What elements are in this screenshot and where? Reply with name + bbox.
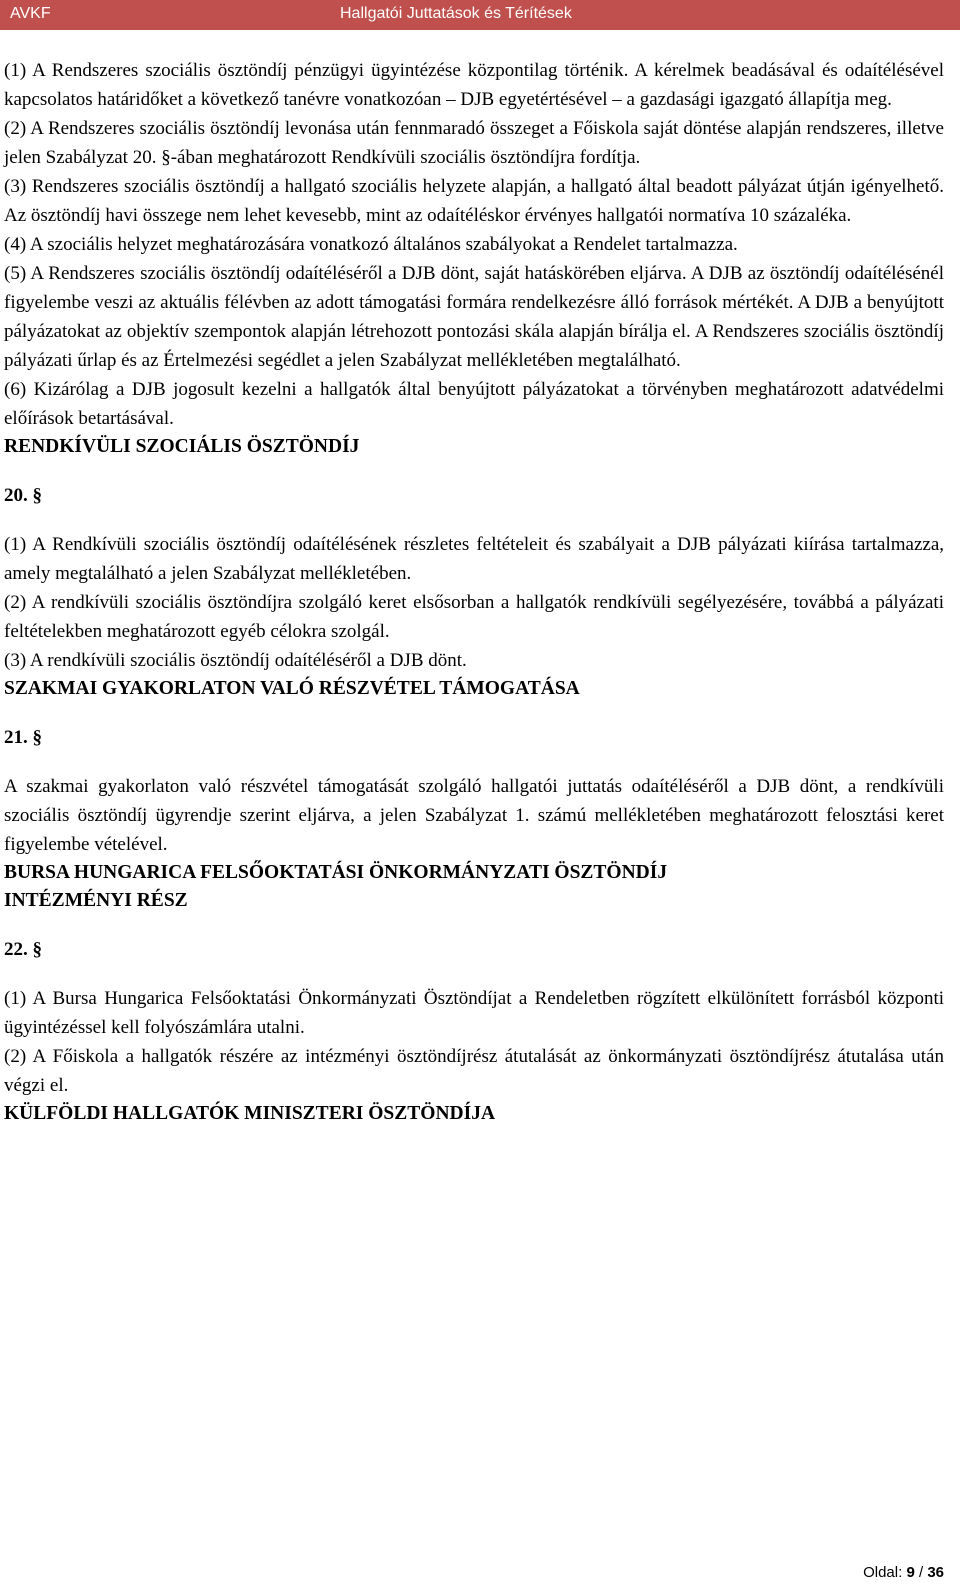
- paragraph: (6) Kizárólag a DJB jogosult kezelni a hallgatók által benyújtott pályázatokat a törvényben meghatározott adatvédelmi előírások betartásával.: [4, 379, 944, 429]
- page-separator: /: [914, 1564, 928, 1581]
- section-heading-21: SZAKMAI GYAKORLATON VALÓ RÉSZVÉTEL TÁMOGATÁSA: [4, 678, 580, 699]
- section-number-22: 22. §: [4, 939, 42, 960]
- paragraph: (3) Rendszeres szociális ösztöndíj a hallgató szociális helyzete alapján, a hallgató által beadott pályázat útján igényelhető. Az ösztöndíj havi összege nem lehet kevesebb, mint az odaítéléskor érvényes hallgatói normatíva 10 százaléka.: [4, 176, 944, 226]
- header-title: Hallgatói Juttatások és Térítések: [340, 5, 572, 22]
- paragraph: (1) A Bursa Hungarica Felsőoktatási Önkormányzati Ösztöndíjat a Rendeletben rögzített elkülönített forrásból központi ügyintézéssel kell folyószámlára utalni.: [4, 988, 944, 1038]
- section-number-20: 20. §: [4, 485, 42, 506]
- section-heading-23: KÜLFÖLDI HALLGATÓK MINISZTERI ÖSZTÖNDÍJA: [4, 1103, 496, 1124]
- paragraph: (2) A Rendszeres szociális ösztöndíj levonása után fennmaradó összeget a Főiskola saját döntése alapján rendszeres, illetve jelen Szabályzat 20. §-ában meghatározott Rendkívüli szociális ösztöndíjra fordítja.: [4, 118, 944, 168]
- page-footer: [863, 1564, 944, 1581]
- section-heading-22-line1: BURSA HUNGARICA FELSŐOKTATÁSI ÖNKORMÁNYZATI ÖSZTÖNDÍJ: [4, 862, 668, 883]
- section-heading-22-line2: INTÉZMÉNYI RÉSZ: [4, 890, 188, 911]
- paragraph: A szakmai gyakorlaton való részvétel támogatását szolgáló hallgatói juttatás odaítéléséről a DJB dönt, a rendkívüli szociális ösztöndíj ügyrendje szerint eljárva, a jelen Szabályzat 1. számú mellékletében meghatározott felosztási keret figyelembe vételével.: [4, 776, 944, 855]
- page-total: 36: [927, 1564, 944, 1581]
- paragraph: (3) A rendkívüli szociális ösztöndíj odaítéléséről a DJB dönt.: [4, 650, 467, 671]
- section-heading-20: RENDKÍVÜLI SZOCIÁLIS ÖSZTÖNDÍJ: [4, 436, 360, 457]
- paragraph: (4) A szociális helyzet meghatározására vonatkozó általános szabályokat a Rendelet tartalmazza.: [4, 234, 738, 255]
- paragraph: (2) A rendkívüli szociális ösztöndíjra szolgáló keret elsősorban a hallgatók rendkívüli segélyezésére, továbbá a pályázati feltételekben meghatározott egyéb célokra szolgál.: [4, 592, 944, 642]
- page-number: 9: [906, 1564, 915, 1581]
- page-header: [0, 0, 960, 30]
- header-left-label: AVKF: [10, 5, 51, 22]
- paragraph: (1) A Rendkívüli szociális ösztöndíj odaítélésének részletes feltételeit és szabályait a DJB pályázati kiírása tartalmazza, amely megtalálható a jelen Szabályzat mellékletében.: [4, 534, 944, 584]
- document-body: [4, 56, 944, 1128]
- paragraph: (2) A Főiskola a hallgatók részére az intézményi ösztöndíjrész átutalását az önkormányzati ösztöndíjrész átutalása után végzi el.: [4, 1046, 944, 1096]
- page-label: Oldal:: [863, 1564, 907, 1581]
- paragraph: (5) A Rendszeres szociális ösztöndíj odaítéléséről a DJB dönt, saját hatáskörében eljárva. A DJB az ösztöndíj odaítélésénél figyelembe veszi az aktuális félévben az adott támogatási formára rendelkezésre álló források mértékét. A DJB a benyújtott pályázatokat az objektív szempontok alapján létrehozott pontozási skála alapján bírálja el. A Rendszeres szociális ösztöndíj pályázati űrlap és az Értelmezési segédlet a jelen Szabályzat mellékletében megtalálható.: [4, 263, 944, 371]
- paragraph: (1) A Rendszeres szociális ösztöndíj pénzügyi ügyintézése központilag történik. A kérelmek beadásával és odaítélésével kapcsolatos határidőket a következő tanévre vonatkozóan – DJB egyetértésével – a gazdasági igazgató állapítja meg.: [4, 60, 944, 110]
- section-number-21: 21. §: [4, 727, 42, 748]
